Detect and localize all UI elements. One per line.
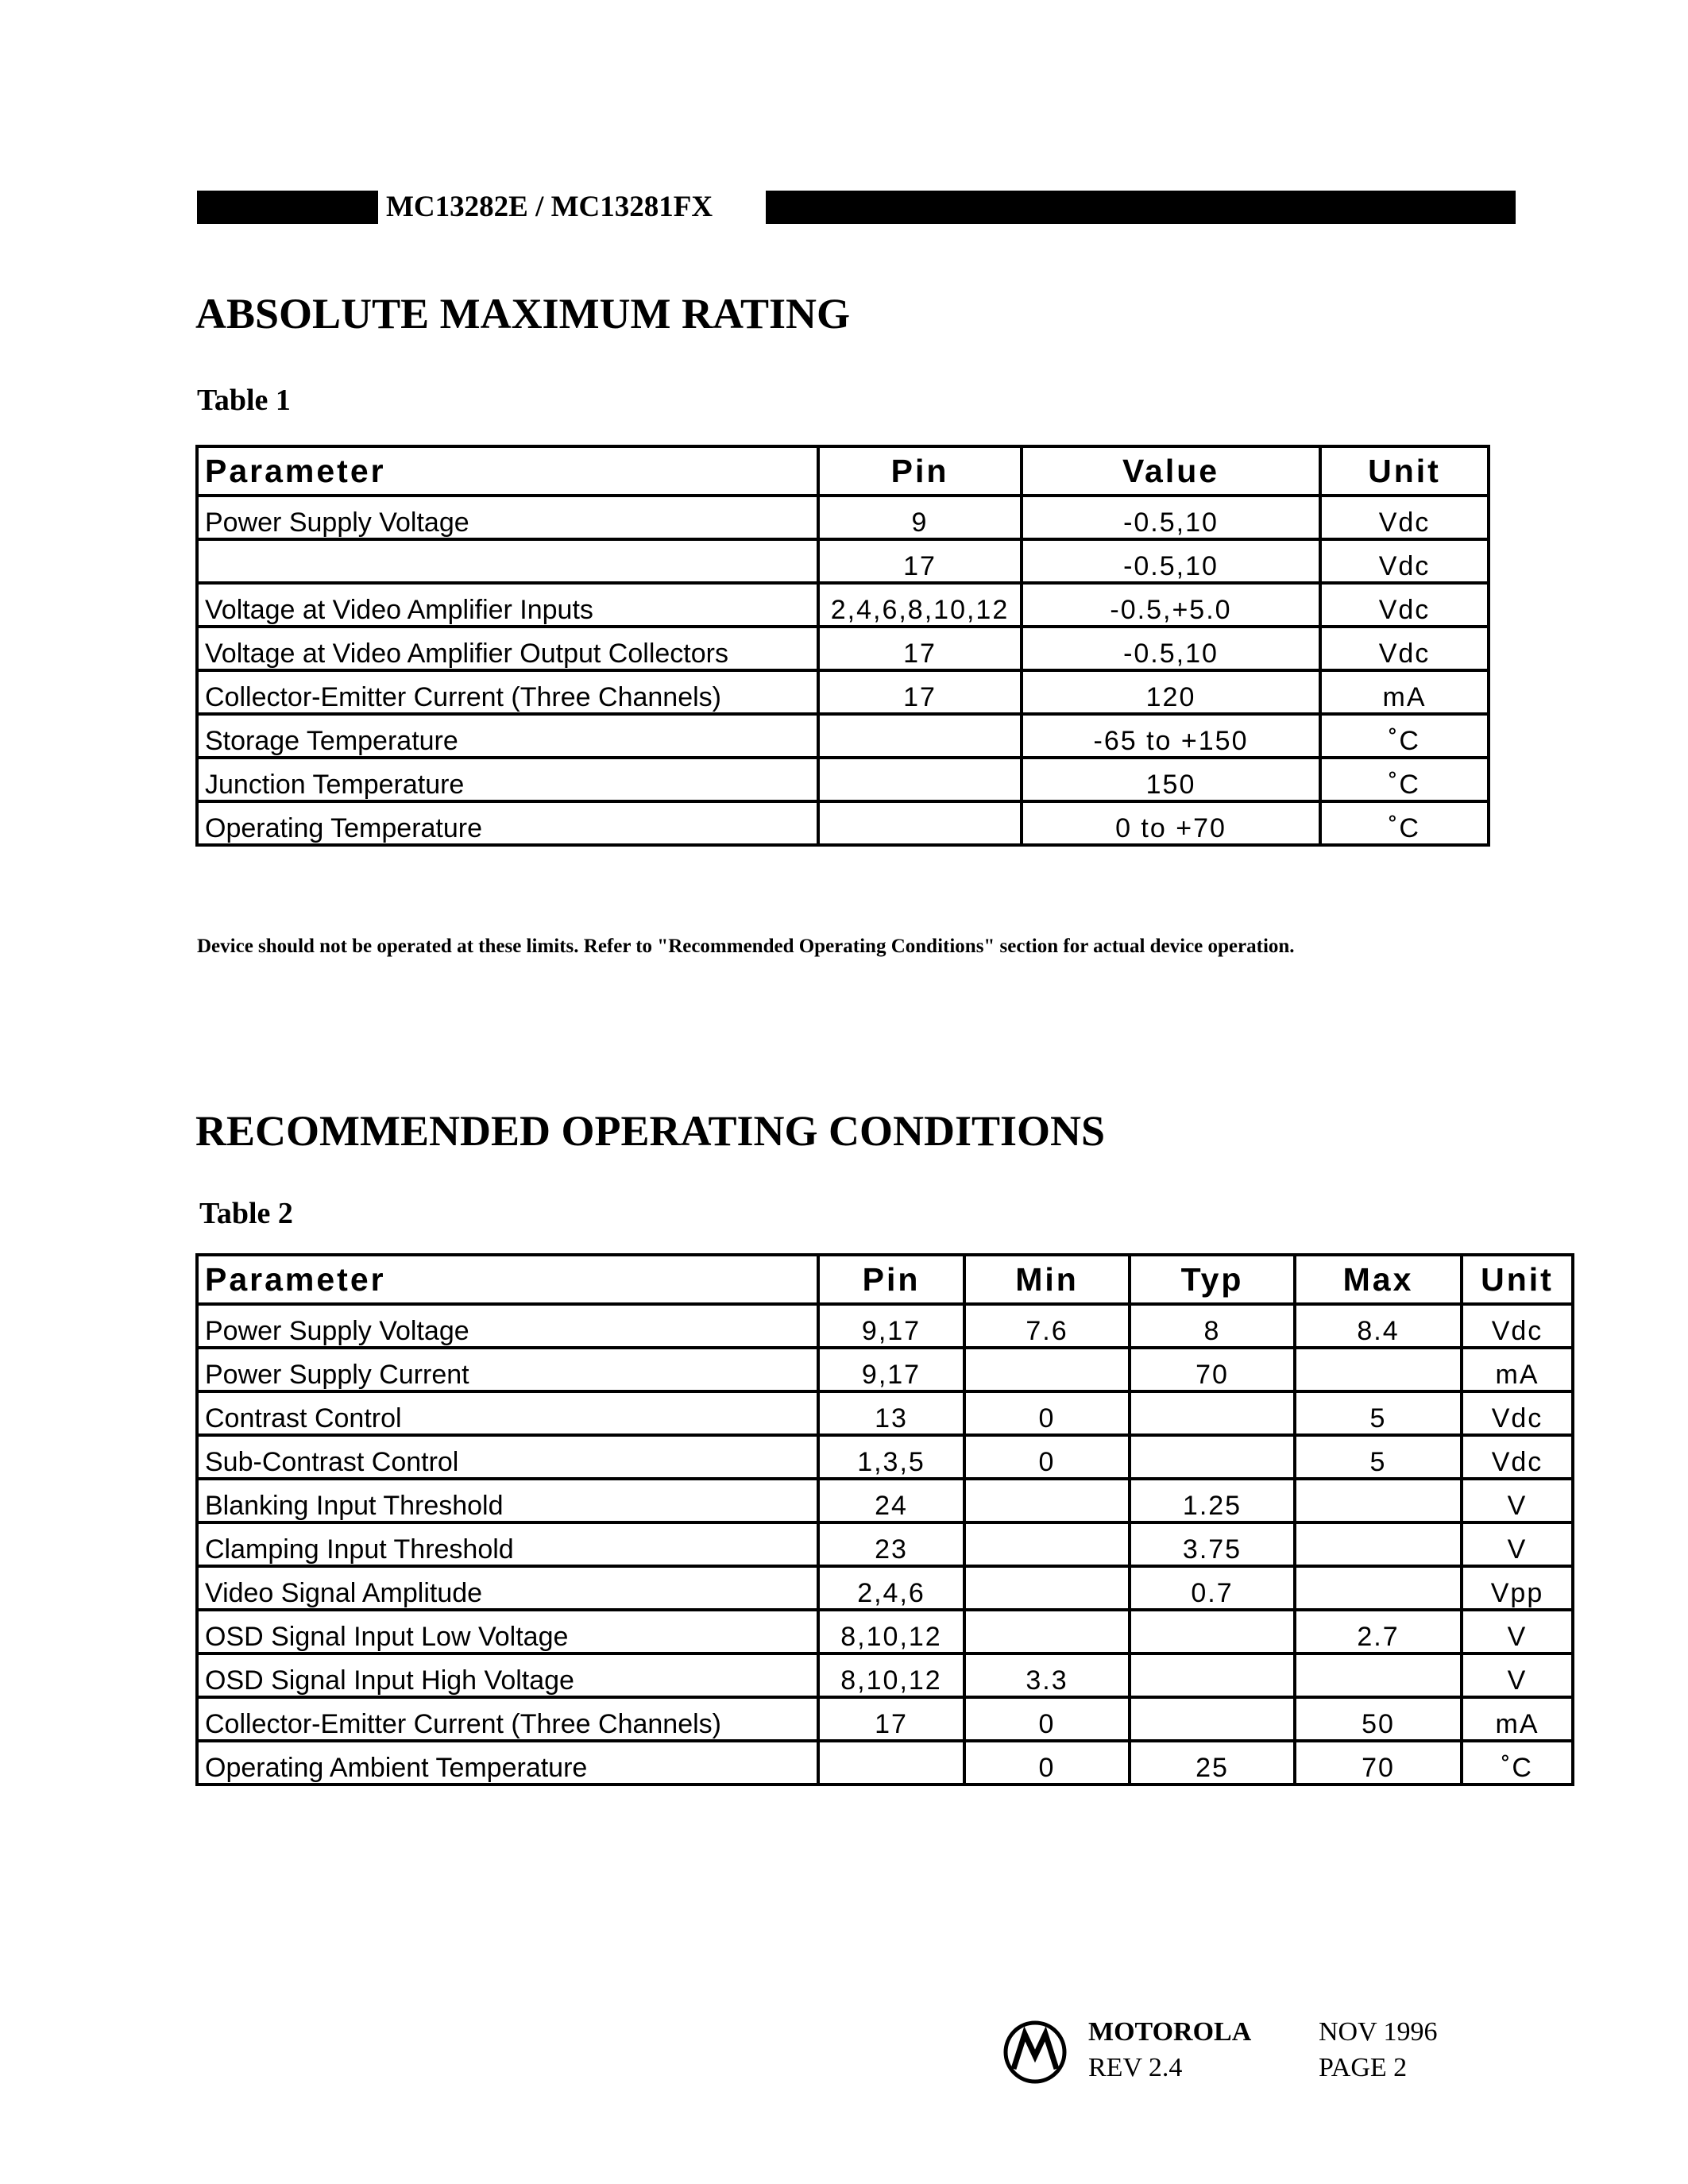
footer-page-number: PAGE 2: [1319, 2053, 1408, 2082]
cell-parameter: Contrast Control: [197, 1391, 818, 1435]
cell-parameter: Storage Temperature: [197, 714, 818, 758]
table-row: [197, 1479, 1573, 1522]
cell-typ: [1130, 1435, 1295, 1479]
table-row: [197, 1348, 1573, 1391]
table-row: [197, 627, 1489, 670]
cell-min: [964, 1610, 1130, 1653]
column-header-unit: Unit: [1462, 1255, 1573, 1304]
cell-typ: [1130, 1610, 1295, 1653]
cell-unit: V: [1462, 1479, 1573, 1522]
cell-pin: [818, 1741, 964, 1785]
cell-pin: 23: [818, 1522, 964, 1566]
table-row: [197, 1391, 1573, 1435]
cell-pin: 17: [818, 627, 1022, 670]
part-number-title: MC13282E / MC13281FX: [386, 191, 713, 223]
cell-parameter: Voltage at Video Amplifier Inputs: [197, 583, 818, 627]
table-row: [197, 1566, 1573, 1610]
cell-typ: [1130, 1391, 1295, 1435]
cell-unit: Vdc: [1462, 1391, 1573, 1435]
table-row: [197, 1610, 1573, 1653]
table-row: [197, 714, 1489, 758]
cell-max: [1295, 1522, 1462, 1566]
cell-pin: [818, 758, 1022, 801]
cell-pin: [818, 714, 1022, 758]
motorola-batwing-icon: [1002, 2020, 1068, 2085]
cell-unit: mA: [1320, 670, 1489, 714]
recommended-operating-conditions-table: [195, 1253, 1574, 1786]
cell-pin: 9,17: [818, 1348, 964, 1391]
cell-parameter: Operating Ambient Temperature: [197, 1741, 818, 1785]
cell-pin: 17: [818, 539, 1022, 583]
cell-max: [1295, 1348, 1462, 1391]
cell-unit: Vdc: [1462, 1304, 1573, 1348]
cell-unit: mA: [1462, 1348, 1573, 1391]
cell-parameter: Sub-Contrast Control: [197, 1435, 818, 1479]
cell-min: 0: [964, 1741, 1130, 1785]
table-row: [197, 496, 1489, 539]
cell-parameter: Operating Temperature: [197, 801, 818, 845]
cell-unit: Vdc: [1320, 539, 1489, 583]
cell-parameter: Voltage at Video Amplifier Output Collectors: [197, 627, 818, 670]
cell-min: [964, 1479, 1130, 1522]
cell-min: 0: [964, 1391, 1130, 1435]
recommended-operating-conditions-heading: RECOMMENDED OPERATING CONDITIONS: [195, 1107, 1106, 1155]
cell-unit: V: [1462, 1653, 1573, 1697]
column-header-max: Max: [1295, 1255, 1462, 1304]
column-header-min: Min: [964, 1255, 1130, 1304]
table-row: [197, 1522, 1573, 1566]
cell-unit: Vpp: [1462, 1566, 1573, 1610]
cell-unit: ˚C: [1320, 758, 1489, 801]
footer-company-name: MOTOROLA: [1088, 2017, 1252, 2047]
cell-pin: 24: [818, 1479, 964, 1522]
cell-unit: mA: [1462, 1697, 1573, 1741]
cell-max: [1295, 1479, 1462, 1522]
header-bar-right-block: [766, 191, 1516, 224]
cell-parameter: Power Supply Voltage: [197, 1304, 818, 1348]
column-header-parameter: Parameter: [197, 1255, 818, 1304]
header-bar: [197, 191, 1516, 224]
column-header-value: Value: [1022, 446, 1320, 496]
absolute-maximum-rating-table: [195, 445, 1490, 847]
table-row: [197, 1304, 1573, 1348]
cell-parameter: Video Signal Amplitude: [197, 1566, 818, 1610]
cell-max: [1295, 1566, 1462, 1610]
table-2-caption: Table 2: [199, 1197, 293, 1230]
cell-pin: 9: [818, 496, 1022, 539]
cell-parameter: Collector-Emitter Current (Three Channels): [197, 1697, 818, 1741]
table-row: [197, 758, 1489, 801]
footer-date: NOV 1996: [1319, 2017, 1438, 2047]
cell-parameter: Collector-Emitter Current (Three Channels): [197, 670, 818, 714]
table-header-row: [197, 1255, 1573, 1304]
cell-value: -0.5,10: [1022, 627, 1320, 670]
cell-pin: 9,17: [818, 1304, 964, 1348]
cell-typ: [1130, 1653, 1295, 1697]
cell-pin: 2,4,6,8,10,12: [818, 583, 1022, 627]
cell-max: 8.4: [1295, 1304, 1462, 1348]
header-bar-left-block: [197, 191, 378, 224]
limits-note: Device should not be operated at these limits. Refer to "Recommended Operating Conditions" section for actual device operation.: [197, 936, 1295, 957]
cell-value: 0 to +70: [1022, 801, 1320, 845]
cell-parameter: Power Supply Voltage: [197, 496, 818, 539]
cell-pin: 13: [818, 1391, 964, 1435]
cell-unit: Vdc: [1320, 583, 1489, 627]
cell-typ: 8: [1130, 1304, 1295, 1348]
table-row: [197, 670, 1489, 714]
cell-min: [964, 1522, 1130, 1566]
cell-typ: 1.25: [1130, 1479, 1295, 1522]
cell-pin: 8,10,12: [818, 1610, 964, 1653]
cell-min: [964, 1348, 1130, 1391]
cell-typ: 70: [1130, 1348, 1295, 1391]
table-row: [197, 1435, 1573, 1479]
cell-parameter: OSD Signal Input High Voltage: [197, 1653, 818, 1697]
table-row: [197, 1653, 1573, 1697]
cell-max: [1295, 1653, 1462, 1697]
cell-value: 150: [1022, 758, 1320, 801]
cell-pin: 8,10,12: [818, 1653, 964, 1697]
cell-pin: 2,4,6: [818, 1566, 964, 1610]
column-header-parameter: Parameter: [197, 446, 818, 496]
cell-unit: Vdc: [1320, 627, 1489, 670]
absolute-maximum-rating-heading: ABSOLUTE MAXIMUM RATING: [195, 290, 851, 338]
cell-parameter: Blanking Input Threshold: [197, 1479, 818, 1522]
cell-unit: V: [1462, 1610, 1573, 1653]
cell-min: 7.6: [964, 1304, 1130, 1348]
cell-unit: ˚C: [1462, 1741, 1573, 1785]
cell-typ: 25: [1130, 1741, 1295, 1785]
cell-unit: Vdc: [1462, 1435, 1573, 1479]
cell-pin: [818, 801, 1022, 845]
cell-max: 2.7: [1295, 1610, 1462, 1653]
table-row: [197, 583, 1489, 627]
cell-max: 5: [1295, 1391, 1462, 1435]
table-row: [197, 801, 1489, 845]
cell-unit: ˚C: [1320, 714, 1489, 758]
cell-pin: 17: [818, 1697, 964, 1741]
cell-min: 0: [964, 1435, 1130, 1479]
cell-min: 3.3: [964, 1653, 1130, 1697]
cell-value: -0.5,10: [1022, 496, 1320, 539]
cell-pin: 17: [818, 670, 1022, 714]
cell-value: -65 to +150: [1022, 714, 1320, 758]
cell-parameter: [197, 539, 818, 583]
column-header-pin: Pin: [818, 446, 1022, 496]
cell-parameter: Clamping Input Threshold: [197, 1522, 818, 1566]
footer-revision: REV 2.4: [1088, 2053, 1183, 2082]
cell-parameter: Junction Temperature: [197, 758, 818, 801]
cell-typ: 0.7: [1130, 1566, 1295, 1610]
cell-value: -0.5,10: [1022, 539, 1320, 583]
cell-min: 0: [964, 1697, 1130, 1741]
column-header-typ: Typ: [1130, 1255, 1295, 1304]
table-row: [197, 1741, 1573, 1785]
cell-parameter: OSD Signal Input Low Voltage: [197, 1610, 818, 1653]
cell-typ: 3.75: [1130, 1522, 1295, 1566]
cell-max: 50: [1295, 1697, 1462, 1741]
cell-unit: Vdc: [1320, 496, 1489, 539]
table-row: [197, 539, 1489, 583]
cell-unit: V: [1462, 1522, 1573, 1566]
cell-value: 120: [1022, 670, 1320, 714]
cell-value: -0.5,+5.0: [1022, 583, 1320, 627]
table-1-caption: Table 1: [197, 384, 291, 417]
column-header-unit: Unit: [1320, 446, 1489, 496]
column-header-pin: Pin: [818, 1255, 964, 1304]
cell-typ: [1130, 1697, 1295, 1741]
cell-max: 70: [1295, 1741, 1462, 1785]
cell-pin: 1,3,5: [818, 1435, 964, 1479]
cell-parameter: Power Supply Current: [197, 1348, 818, 1391]
cell-min: [964, 1566, 1130, 1610]
cell-max: 5: [1295, 1435, 1462, 1479]
cell-unit: ˚C: [1320, 801, 1489, 845]
table-row: [197, 1697, 1573, 1741]
table-header-row: [197, 446, 1489, 496]
